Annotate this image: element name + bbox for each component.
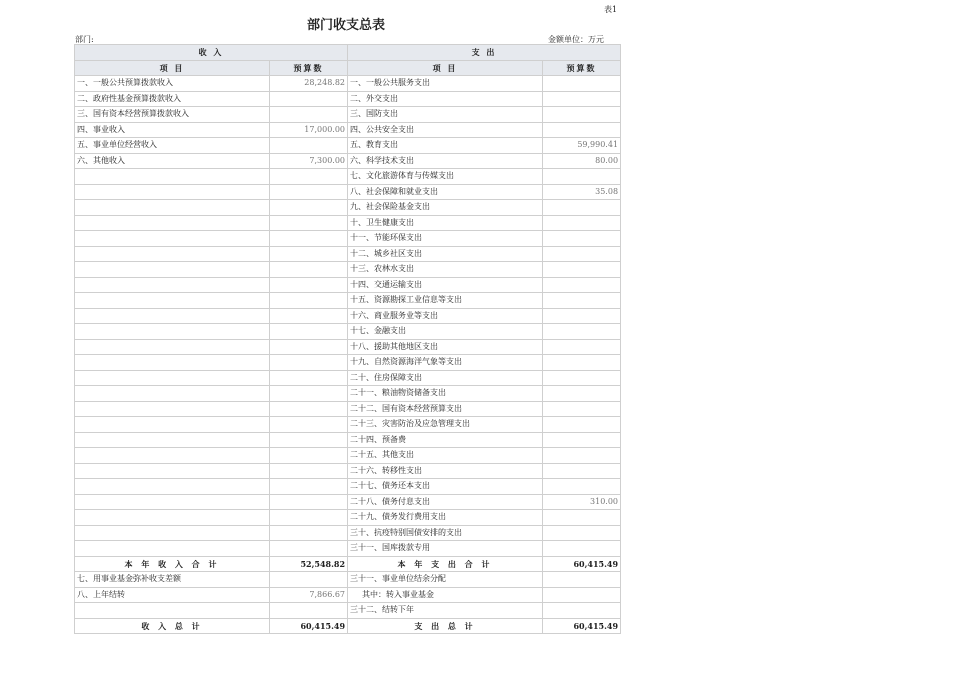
income-item-cell: [75, 386, 270, 402]
grand-expense-total-value: 60,415.49: [543, 618, 621, 634]
grand-income-total-value: 60,415.49: [270, 618, 348, 634]
table-row: [75, 324, 621, 340]
expense-budget-cell: [543, 246, 621, 262]
expense-budget-cell: [543, 293, 621, 309]
expense-budget-cell: [543, 432, 621, 448]
expense-budget-cell: [543, 324, 621, 340]
income-item-cell: [75, 432, 270, 448]
table-row: [75, 494, 621, 510]
income-budget-cell: [270, 386, 348, 402]
expense-budget-cell: [543, 231, 621, 247]
expense-item-cell: 十六、商业服务业等支出: [348, 308, 543, 324]
expense-item-cell: 二十八、债务付息支出: [348, 494, 543, 510]
income-item-cell: [75, 494, 270, 510]
table-row: [75, 91, 621, 107]
expense-budget-cell: [543, 122, 621, 138]
income-budget-cell: [270, 169, 348, 185]
expense-budget-cell: [543, 603, 621, 619]
table-row: [75, 215, 621, 231]
income-budget-cell: [270, 417, 348, 433]
table-row: [75, 370, 621, 386]
year-income-total-value: 52,548.82: [270, 556, 348, 572]
expense-item-cell: 二十、住房保障支出: [348, 370, 543, 386]
income-budget-cell: [270, 448, 348, 464]
expense-item-cell: 十二、城乡社区支出: [348, 246, 543, 262]
expense-budget-cell: [543, 215, 621, 231]
income-item-cell: [75, 308, 270, 324]
income-item-cell: [75, 510, 270, 526]
table-row: [75, 541, 621, 557]
expense-budget-cell: [543, 355, 621, 371]
column-header-row: [75, 60, 621, 76]
income-item-header: 项 目: [75, 60, 270, 76]
expense-item-cell: 一、一般公共服务支出: [348, 76, 543, 92]
income-budget-cell: 7,300.00: [270, 153, 348, 169]
table-row: [75, 401, 621, 417]
expense-budget-cell: [543, 572, 621, 588]
expense-budget-cell: [543, 448, 621, 464]
table-row: [75, 572, 621, 588]
expense-item-cell: 二十二、国有资本经营预算支出: [348, 401, 543, 417]
income-item-cell: [75, 603, 270, 619]
year-total-row: [75, 556, 621, 572]
table-row: [75, 107, 621, 123]
income-item-cell: [75, 184, 270, 200]
income-item-cell: 四、事业收入: [75, 122, 270, 138]
income-budget-cell: [270, 494, 348, 510]
income-budget-cell: [270, 231, 348, 247]
expense-item-cell: 三十一、国库拨款专用: [348, 541, 543, 557]
expense-item-cell: 十九、自然资源海洋气象等支出: [348, 355, 543, 371]
income-budget-cell: [270, 355, 348, 371]
expense-item-cell: 三十二、结转下年: [348, 603, 543, 619]
expense-item-cell: 二十七、债务还本支出: [348, 479, 543, 495]
income-budget-cell: [270, 138, 348, 154]
income-budget-cell: 7,866.67: [270, 587, 348, 603]
income-budget-cell: [270, 525, 348, 541]
budget-summary-table: [74, 44, 621, 634]
table-row: [75, 200, 621, 216]
income-budget-cell: [270, 184, 348, 200]
expense-budget-cell: [543, 76, 621, 92]
table-row: [75, 587, 621, 603]
table-row: [75, 417, 621, 433]
table-row: [75, 339, 621, 355]
expense-budget-cell: [543, 91, 621, 107]
expense-item-cell: 二十六、转移性支出: [348, 463, 543, 479]
table-row: [75, 603, 621, 619]
table-row: [75, 122, 621, 138]
expense-budget-cell: 59,990.41: [543, 138, 621, 154]
expense-budget-cell: [543, 417, 621, 433]
income-item-cell: [75, 262, 270, 278]
income-item-cell: [75, 169, 270, 185]
income-item-cell: [75, 541, 270, 557]
table-row: [75, 76, 621, 92]
income-budget-cell: [270, 603, 348, 619]
table-row: [75, 355, 621, 371]
income-budget-cell: [270, 401, 348, 417]
table-row: [75, 231, 621, 247]
table-row: [75, 510, 621, 526]
year-income-total-label: 本 年 收 入 合 计: [75, 556, 270, 572]
page-number: 表1: [604, 5, 618, 14]
expense-budget-cell: [543, 463, 621, 479]
expense-budget-cell: [543, 339, 621, 355]
table-row: [75, 525, 621, 541]
expense-item-cell: 三十一、事业单位结余分配: [348, 572, 543, 588]
expense-budget-cell: 35.08: [543, 184, 621, 200]
expense-item-cell: 二十四、预备费: [348, 432, 543, 448]
income-budget-cell: [270, 339, 348, 355]
expense-item-cell: 六、科学技术支出: [348, 153, 543, 169]
income-item-cell: [75, 479, 270, 495]
expense-budget-cell: [543, 587, 621, 603]
income-budget-cell: [270, 572, 348, 588]
expense-budget-cell: [543, 200, 621, 216]
income-budget-cell: 28,248.82: [270, 76, 348, 92]
table-row: [75, 138, 621, 154]
expense-item-cell: 二十九、债务发行费用支出: [348, 510, 543, 526]
table-row: [75, 184, 621, 200]
table-row: [75, 463, 621, 479]
expense-item-cell: 九、社会保险基金支出: [348, 200, 543, 216]
expense-item-cell: 十七、金融支出: [348, 324, 543, 340]
income-budget-cell: 17,000.00: [270, 122, 348, 138]
expense-item-cell: 十三、农林水支出: [348, 262, 543, 278]
table-row: [75, 169, 621, 185]
income-item-cell: [75, 200, 270, 216]
expense-budget-cell: 310.00: [543, 494, 621, 510]
table-row: [75, 153, 621, 169]
income-item-cell: [75, 417, 270, 433]
table-row: [75, 277, 621, 293]
expense-item-cell: 十四、交通运输支出: [348, 277, 543, 293]
expense-item-header: 项 目: [348, 60, 543, 76]
income-item-cell: 五、事业单位经营收入: [75, 138, 270, 154]
income-budget-cell: [270, 262, 348, 278]
section-header-row: [75, 45, 621, 61]
expense-budget-header: 预算数: [543, 60, 621, 76]
income-item-cell: [75, 525, 270, 541]
table-row: [75, 308, 621, 324]
table-row: [75, 479, 621, 495]
expense-budget-cell: [543, 169, 621, 185]
expense-budget-cell: [543, 308, 621, 324]
expense-budget-cell: 80.00: [543, 153, 621, 169]
grand-expense-total-label: 支 出 总 计: [348, 618, 543, 634]
income-budget-cell: [270, 91, 348, 107]
year-expense-total-label: 本 年 支 出 合 计: [348, 556, 543, 572]
income-item-cell: 二、政府性基金预算拨款收入: [75, 91, 270, 107]
income-budget-cell: [270, 432, 348, 448]
income-item-cell: [75, 370, 270, 386]
grand-total-row: [75, 618, 621, 634]
income-budget-cell: [270, 200, 348, 216]
income-budget-cell: [270, 541, 348, 557]
table-row: [75, 246, 621, 262]
income-item-cell: [75, 246, 270, 262]
expense-budget-cell: [543, 370, 621, 386]
expense-item-cell: 二、外交支出: [348, 91, 543, 107]
amount-unit-label: 金额单位：万元: [548, 35, 604, 44]
year-expense-total-value: 60,415.49: [543, 556, 621, 572]
expense-budget-cell: [543, 401, 621, 417]
table-row: [75, 386, 621, 402]
income-item-cell: [75, 448, 270, 464]
income-budget-cell: [270, 324, 348, 340]
income-budget-header: 预算数: [270, 60, 348, 76]
department-label: 部门:: [75, 35, 94, 44]
income-item-cell: [75, 324, 270, 340]
income-item-cell: [75, 231, 270, 247]
expense-budget-cell: [543, 541, 621, 557]
income-item-cell: [75, 355, 270, 371]
expense-budget-cell: [543, 277, 621, 293]
income-item-cell: [75, 293, 270, 309]
expense-item-cell: 其中：转入事业基金: [348, 587, 543, 603]
expense-item-cell: 八、社会保障和就业支出: [348, 184, 543, 200]
income-item-cell: [75, 277, 270, 293]
income-item-cell: [75, 339, 270, 355]
table-row: [75, 293, 621, 309]
expense-item-cell: 十八、援助其他地区支出: [348, 339, 543, 355]
expense-section-header: 支 出: [348, 45, 621, 61]
expense-item-cell: 二十五、其他支出: [348, 448, 543, 464]
income-item-cell: 一、一般公共预算拨款收入: [75, 76, 270, 92]
income-budget-cell: [270, 370, 348, 386]
expense-budget-cell: [543, 479, 621, 495]
expense-item-cell: 二十三、灾害防治及应急管理支出: [348, 417, 543, 433]
expense-budget-cell: [543, 525, 621, 541]
income-item-cell: 七、用事业基金弥补收支差额: [75, 572, 270, 588]
expense-budget-cell: [543, 510, 621, 526]
expense-item-cell: 五、教育支出: [348, 138, 543, 154]
income-budget-cell: [270, 479, 348, 495]
income-budget-cell: [270, 463, 348, 479]
income-item-cell: [75, 401, 270, 417]
income-budget-cell: [270, 246, 348, 262]
expense-item-cell: 十、卫生健康支出: [348, 215, 543, 231]
income-item-cell: [75, 463, 270, 479]
income-budget-cell: [270, 277, 348, 293]
income-budget-cell: [270, 107, 348, 123]
table-row: [75, 432, 621, 448]
expense-budget-cell: [543, 262, 621, 278]
expense-item-cell: 三、国防支出: [348, 107, 543, 123]
expense-item-cell: 三十、抗疫特别国债安排的支出: [348, 525, 543, 541]
income-budget-cell: [270, 215, 348, 231]
page-title: 部门收支总表: [306, 18, 385, 33]
table-row: [75, 448, 621, 464]
expense-item-cell: 十五、资源勘探工业信息等支出: [348, 293, 543, 309]
expense-budget-cell: [543, 107, 621, 123]
income-budget-cell: [270, 510, 348, 526]
income-item-cell: 八、上年结转: [75, 587, 270, 603]
expense-item-cell: 十一、节能环保支出: [348, 231, 543, 247]
expense-item-cell: 二十一、粮油物资储备支出: [348, 386, 543, 402]
income-section-header: 收 入: [75, 45, 348, 61]
grand-income-total-label: 收 入 总 计: [75, 618, 270, 634]
expense-item-cell: 七、文化旅游体育与传媒支出: [348, 169, 543, 185]
expense-item-cell: 四、公共安全支出: [348, 122, 543, 138]
income-item-cell: 六、其他收入: [75, 153, 270, 169]
income-item-cell: 三、国有资本经营预算拨款收入: [75, 107, 270, 123]
income-item-cell: [75, 215, 270, 231]
expense-budget-cell: [543, 386, 621, 402]
income-budget-cell: [270, 293, 348, 309]
table-row: [75, 262, 621, 278]
income-budget-cell: [270, 308, 348, 324]
